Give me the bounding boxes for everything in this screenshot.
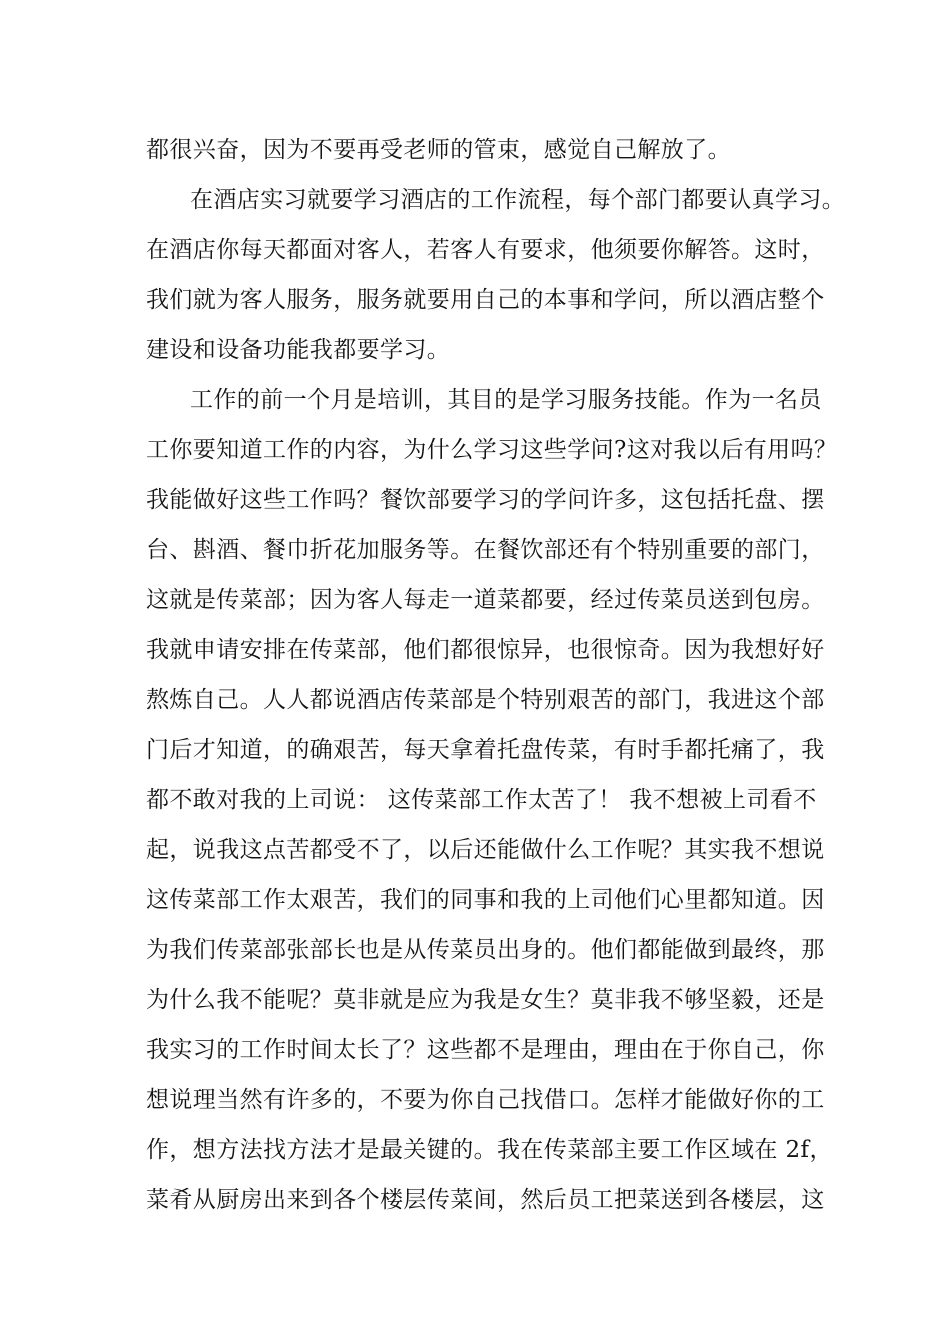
text-line: 为我们传菜部张部长也是从传菜员出身的。他们都能做到最终，那 <box>146 937 825 963</box>
text-line: 台、斟酒、餐巾折花加服务等。在餐饮部还有个特别重要的部门， <box>146 537 825 563</box>
text-line: 起，说我这点苦都受不了，以后还能做什么工作呢？其实我不想说 <box>146 837 825 863</box>
text-line: 想说理当然有许多的，不要为你自己找借口。怎样才能做好你的工 <box>146 1087 825 1113</box>
text-line: 工你要知道工作的内容，为什么学习这些学问?这对我以后有用吗？ <box>146 437 838 463</box>
text-line: 都不敢对我的上司说： 这传菜部工作太苦了！ 我不想被上司看不 <box>146 787 817 813</box>
paragraph-first-line: 工作的前一个月是培训，其目的是学习服务技能。作为一名员 <box>190 387 822 413</box>
text-line: 作，想方法找方法才是最关键的。我在传菜部主要工作区域在 2f， <box>146 1137 833 1163</box>
text-line: 为什么我不能呢？莫非就是应为我是女生？莫非我不够坚毅，还是 <box>146 987 825 1013</box>
text-line: 门后才知道，的确艰苦，每天拿着托盘传菜，有时手都托痛了，我 <box>146 737 825 763</box>
text-line: 我实习的工作时间太长了？这些都不是理由，理由在于你自己，你 <box>146 1037 825 1063</box>
text-line: 这就是传菜部；因为客人每走一道菜都要，经过传菜员送到包房。 <box>146 587 825 613</box>
text-line: 菜肴从厨房出来到各个楼层传菜间，然后员工把菜送到各楼层，这 <box>146 1187 825 1213</box>
text-line: 我们就为客人服务，服务就要用自己的本事和学问，所以酒店整个 <box>146 287 825 313</box>
text-line: 都很兴奋，因为不要再受老师的管束，感觉自己解放了。 <box>146 137 731 163</box>
text-line: 我就申请安排在传菜部，他们都很惊异，也很惊奇。因为我想好好 <box>146 637 825 663</box>
text-line: 在酒店你每天都面对客人，若客人有要求，他须要你解答。这时， <box>146 237 825 263</box>
text-line: 熬炼自己。人人都说酒店传菜部是个特别艰苦的部门，我进这个部 <box>146 687 825 713</box>
text-line: 这传菜部工作太艰苦，我们的同事和我的上司他们心里都知道。因 <box>146 887 825 913</box>
text-line: 我能做好这些工作吗？餐饮部要学习的学问许多，这包括托盘、摆 <box>146 487 825 513</box>
text-line: 建设和设备功能我都要学习。 <box>146 337 451 363</box>
paragraph-first-line: 在酒店实习就要学习酒店的工作流程，每个部门都要认真学习。 <box>190 187 846 213</box>
